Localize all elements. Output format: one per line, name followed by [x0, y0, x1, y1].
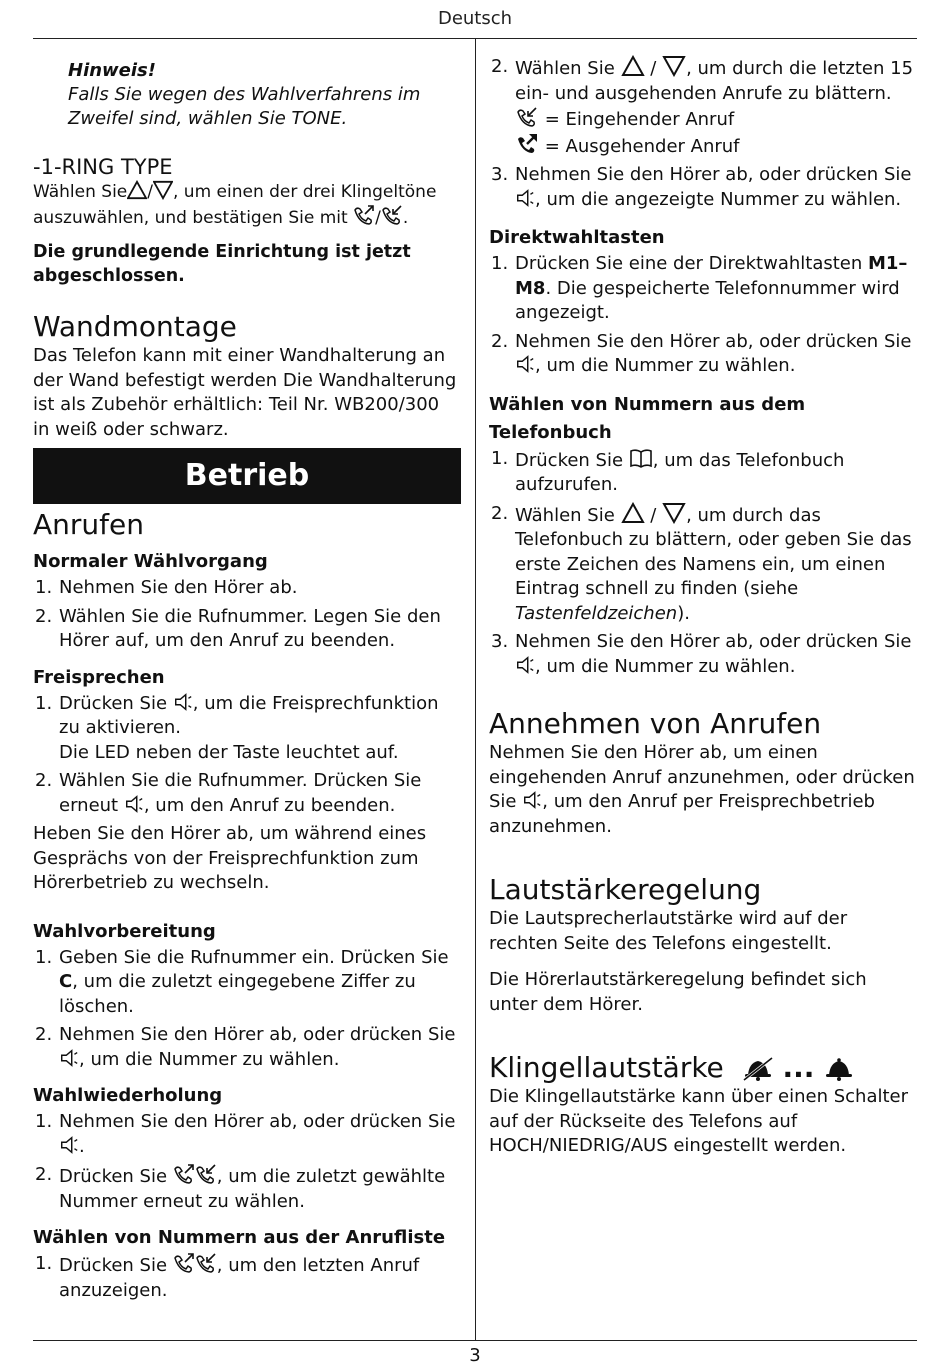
answer-text-b: , um den Anruf per Freisprechbetrieb anzunehmen. [489, 791, 875, 837]
outgoing-call-icon [173, 1163, 195, 1185]
list-item: 2. Wählen Sie die Rufnummer. Legen Sie den Hörer auf, um den Anruf zu beenden. [35, 605, 441, 651]
list-item: 1. Drücken Sie , um das Telefonbuch aufzurufen. [491, 447, 845, 495]
section-banner: Betrieb [33, 448, 461, 504]
ringer-volume-title: Klingellautstärke [489, 1051, 724, 1084]
step-text: . Die gespeicherte Telefonnummer wird angezeigt. [515, 277, 900, 323]
incoming-call-icon [195, 1163, 217, 1185]
page-language-label: Deutsch [437, 8, 513, 29]
direct-dial-heading: Direktwahltasten [489, 227, 665, 248]
step-text: Nehmen Sie den Hörer ab, oder drücken Sie [59, 1024, 456, 1045]
list-item: 2. Wählen Sie die Rufnummer. Drücken Sie erneut , um den Anruf zu beenden. [35, 770, 422, 816]
handsfree-steps [33, 692, 461, 819]
handsfree-tip: Heben Sie den Hörer ab, um während eines Gesprächs von der Freisprechfunktion zum Hörerbetrieb zu wechseln. [33, 823, 427, 893]
speaker-icon [515, 655, 535, 675]
answer-text [489, 741, 917, 839]
ring-type-heading: -1-RING TYPE [33, 155, 173, 179]
speaker-icon [59, 1048, 79, 1068]
speaker-icon [515, 354, 535, 374]
redial-steps [33, 1110, 461, 1214]
step-text: Drücken Sie [59, 692, 168, 714]
up-arrow-icon [621, 55, 645, 77]
ringer-volume-heading [489, 1051, 917, 1085]
outgoing-call-icon [173, 1252, 195, 1274]
list-item: 2. Nehmen Sie den Hörer ab, oder drücken Sie , um die Nummer zu wählen. [491, 330, 912, 376]
answer-heading: Annehmen von Anrufen [489, 707, 822, 740]
list-item: 2. Wählen Sie / , um durch die letzten 15 ein- und ausgehenden Anrufe zu blättern. = Eingehender Anruf = Ausgehender Anruf [489, 55, 917, 159]
wall-mount-text: Das Telefon kann mit einer Wandhalterung an der Wand befestigt werden Die Wandhalterung ist als Zubehör erhältlich: Teil Nr. WB200/300 in weiß oder schwarz. [33, 345, 457, 440]
list-item: 1. Drücken Sie eine der Direktwahltasten M1–M8. Die gespeicherte Telefonnummer wird angezeigt. [491, 253, 908, 323]
step-text: Drücken Sie [59, 1166, 168, 1187]
step-text: Nehmen Sie den Hörer ab. [59, 577, 298, 598]
legend-incoming-label: = Eingehender Anruf [544, 109, 735, 130]
step-text: , um den letzten Anruf anzuzeigen. [59, 1255, 420, 1301]
left-column [33, 55, 461, 1303]
step-text: , um die zuletzt gewählte Nummer erneut zu wählen. [59, 1166, 446, 1212]
list-item: 1. Nehmen Sie den Hörer ab. [35, 577, 298, 598]
step-text: Drücken Sie [515, 449, 624, 471]
separator: / [650, 58, 657, 79]
list-item: 2. Nehmen Sie den Hörer ab, oder drücken Sie , um die Nummer zu wählen. [35, 1024, 456, 1070]
list-item: 3. Nehmen Sie den Hörer ab, oder drücken Sie , um die Nummer zu wählen. [491, 631, 912, 677]
incoming-call-icon [381, 204, 403, 226]
step-text: , um die zuletzt eingegebene Ziffer zu löschen. [59, 971, 416, 1017]
list-item: 3. Nehmen Sie den Hörer ab, oder drücken Sie , um die angezeigte Nummer zu wählen. [491, 164, 912, 210]
step-text: Drücken Sie [59, 1255, 168, 1276]
step-text: Nehmen Sie den Hörer ab, oder drücken Sie [515, 164, 912, 185]
phonebook-icon [629, 447, 653, 469]
volume-text-1: Die Lautsprecherlautstärke wird auf der rechten Seite des Telefons eingestellt. [489, 908, 848, 954]
list-item: 1. Geben Sie die Rufnummer ein. Drücken Sie C, um die zuletzt eingegebene Ziffer zu löschen. [35, 946, 449, 1017]
note-box [33, 59, 461, 131]
wall-mount-heading: Wandmontage [33, 310, 237, 343]
list-item: 1. Nehmen Sie den Hörer ab, oder drücken Sie . [35, 1111, 456, 1157]
normal-dialing-heading: Normaler Wählvorgang [33, 551, 268, 572]
handsfree-heading: Freisprechen [33, 666, 165, 688]
speaker-icon [522, 790, 542, 810]
calllist-steps-right [489, 55, 917, 212]
step-text: Nehmen Sie den Hörer ab, oder drücken Sie [59, 1111, 456, 1132]
step-text: , um die Freisprechfunktion zu aktivieren. [59, 692, 439, 738]
speaker-icon [59, 1135, 79, 1155]
ring-type-text-a: Wählen Sie [33, 182, 128, 202]
legend-incoming [515, 106, 917, 133]
legend-outgoing [515, 133, 917, 160]
down-arrow-icon [662, 502, 686, 524]
phonebook-steps [489, 447, 917, 680]
ringer-volume-text: Die Klingellautstärke kann über einen Schalter auf der Rückseite des Telefons auf HOCH/NIEDRIG/AUS eingestellt werden. [489, 1086, 909, 1156]
note-title: Hinweis! [68, 60, 156, 81]
redial-heading: Wahlwiederholung [33, 1085, 223, 1106]
legend-outgoing-label: = Ausgehender Anruf [544, 135, 740, 157]
down-arrow-icon [153, 180, 173, 200]
step-text: Drücken Sie eine der Direktwahltasten [515, 253, 863, 274]
step-text: Nehmen Sie den Hörer ab, oder drücken Sie [515, 631, 912, 652]
step-text: Wählen Sie [515, 504, 615, 526]
calllist-heading: Wählen von Nummern aus der Anrufliste [33, 1227, 446, 1248]
incoming-call-icon [515, 106, 539, 128]
step-text: Wählen Sie die Rufnummer. Drücken Sie erneut [59, 770, 422, 816]
key-c-label: C [59, 971, 73, 992]
incoming-call-icon [195, 1252, 217, 1274]
keypad-characters-reference: Tastenfeldzeichen [515, 602, 678, 624]
bell-off-icon [742, 1055, 774, 1081]
bell-icon [823, 1055, 855, 1081]
list-item: 2. Wählen Sie / , um durch das Telefonbuch zu blättern, oder geben Sie das erste Zeichen des Namens ein, um einen Eintrag schnell zu finden (siehe Tastenfeldzeichen). [491, 502, 912, 624]
list-item: 1. Drücken Sie , um die Freisprechfunktion zu aktivieren. Die LED neben der Taste leuchtet auf. [35, 692, 439, 763]
outgoing-call-solid-icon [515, 133, 539, 155]
outgoing-call-icon [353, 204, 375, 226]
step-text: , um das Telefonbuch aufzurufen. [515, 449, 845, 495]
calling-heading: Anrufen [33, 508, 144, 541]
step-text: Geben Sie die Rufnummer ein. Drücken Sie [59, 946, 449, 968]
step-text: , um die Nummer zu wählen. [79, 1048, 340, 1070]
speaker-icon [124, 794, 144, 814]
step-text: , um durch das Telefonbuch zu blättern, oder geben Sie das erste Zeichen des Namens ein, um einen Eintrag schnell zu finden (siehe [515, 504, 912, 599]
direct-dial-steps [489, 252, 917, 379]
normal-dialing-steps [33, 576, 461, 654]
step-text: Die LED neben der Taste leuchtet auf. [59, 741, 399, 763]
down-arrow-icon [662, 55, 686, 77]
list-item: 1. Drücken Sie , um den letzten Anruf anzuzeigen. [35, 1253, 420, 1301]
up-arrow-icon [127, 180, 147, 200]
column-divider [475, 38, 476, 1340]
ringer-dots: ... [782, 1051, 815, 1084]
step-text: ). [677, 602, 690, 624]
step-text: , um die Nummer zu wählen. [535, 655, 796, 677]
page-number: 3 [469, 1345, 481, 1366]
predial-heading: Wahlvorbereitung [33, 920, 216, 942]
step-text: , um die angezeigte Nummer zu wählen. [535, 188, 902, 210]
phonebook-heading: Wählen von Nummern aus dem Telefonbuch [489, 393, 806, 443]
right-column [489, 55, 917, 1159]
memory-keys-label: M1–M8 [515, 253, 908, 299]
list-item: 2. Drücken Sie , um die zuletzt gewählte Nummer erneut zu wählen. [35, 1164, 446, 1212]
calllist-steps-left [33, 1252, 461, 1303]
step-text: , um die Nummer zu wählen. [535, 355, 796, 376]
note-text: Falls Sie wegen des Wahlverfahrens im Zweifel sind, wählen Sie TONE. [68, 84, 421, 129]
step-text: Wählen Sie [515, 58, 615, 79]
step-text: , um den Anruf zu beenden. [143, 794, 396, 816]
step-text: , um durch die letzten 15 ein- und ausgehenden Anrufe zu blättern. [515, 58, 914, 104]
answer-text-a: Nehmen Sie den Hörer ab, um einen eingehenden Anruf anzunehmen, oder drücken Sie [489, 742, 915, 812]
volume-text-2: Die Hörerlautstärkeregelung befindet sich unter dem Hörer. [489, 969, 867, 1015]
footer-rule [33, 1340, 917, 1341]
setup-done-text: Die grundlegende Einrichtung ist jetzt abgeschlossen. [33, 242, 411, 286]
ring-type-text: Wählen Sie / , um einen der drei Klingeltöne auszuwählen, und bestätigen Sie mit / . [33, 182, 437, 228]
speaker-icon [173, 692, 193, 712]
step-text: . [79, 1135, 85, 1157]
ring-type-text-b: , um einen der drei Klingeltöne auszuwählen, und bestätigen Sie mit [33, 182, 437, 228]
step-text: Nehmen Sie den Hörer ab, oder drücken Sie [515, 330, 912, 352]
step-text: Wählen Sie die Rufnummer. Legen Sie den Hörer auf, um den Anruf zu beenden. [59, 605, 441, 651]
up-arrow-icon [621, 502, 645, 524]
speaker-icon [515, 188, 535, 208]
predial-steps [33, 946, 461, 1073]
separator: / [650, 504, 657, 526]
volume-heading: Lautstärkeregelung [489, 873, 762, 906]
